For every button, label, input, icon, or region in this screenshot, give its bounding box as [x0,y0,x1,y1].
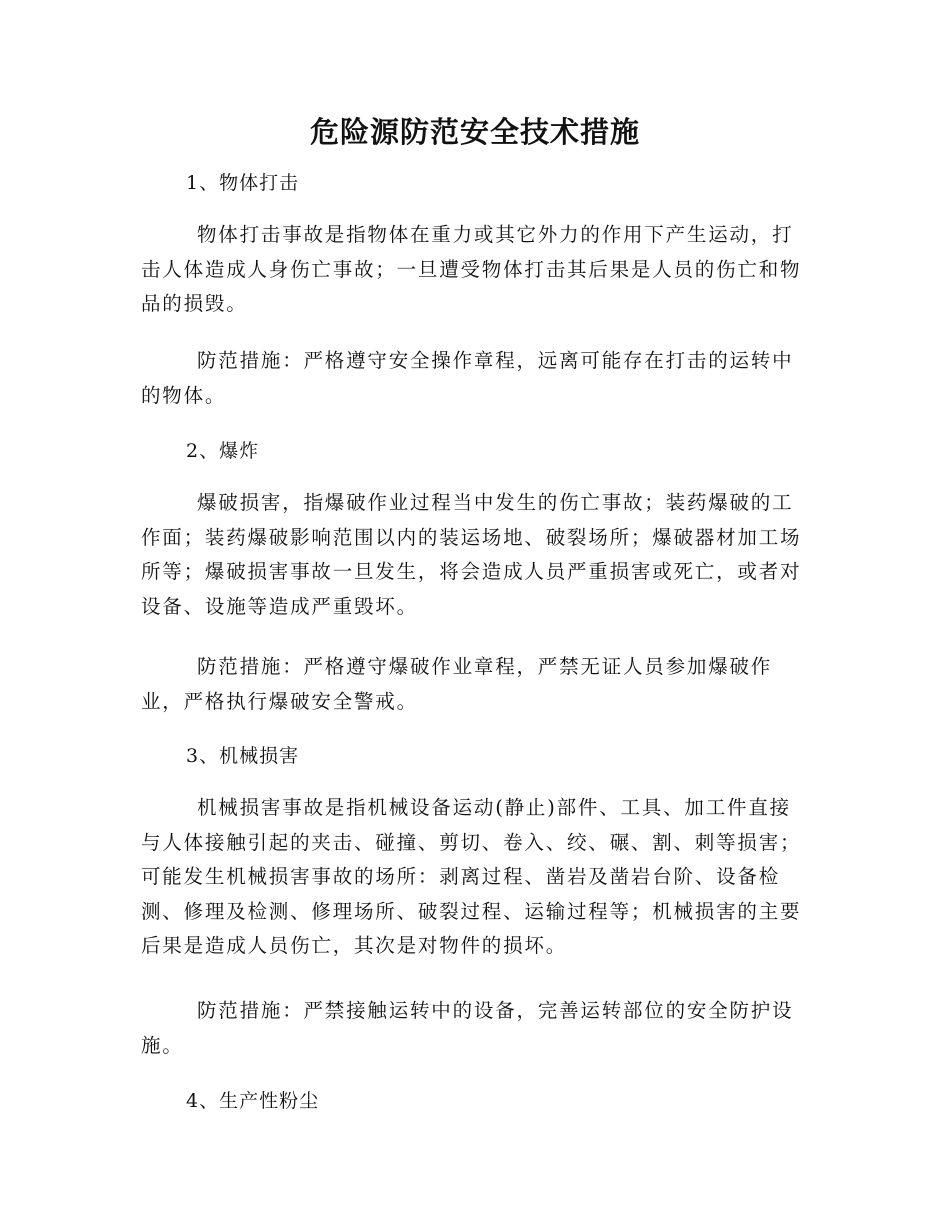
section-1-measures: 防范措施：严格遵守安全操作章程，远离可能存在打击的运转中的物体。 [141,349,794,407]
section-3-measures: 防范措施：严禁接触运转中的设备，完善运转部位的安全防护设施。 [141,999,794,1057]
section-2-measures: 防范措施：严格遵守爆破作业章程，严禁无证人员参加爆破作业，严格执行爆破安全警戒。 [141,655,773,713]
section-heading-1: 1、物体打击 [186,172,300,194]
section-heading-4: 4、生产性粉尘 [186,1090,320,1112]
section-2-description: 爆破损害，指爆破作业过程当中发生的伤亡事故；装药爆破的工作面；装药爆破影响范围以内的装运场地、破裂场所；爆破器材加工场所等；爆破损害事故一旦发生，将会造成人员严重损害或死亡，或者对设备、设施等造成严重毁坏。 [141,491,802,618]
section-heading-3: 3、机械损害 [186,745,300,767]
section-3-description: 机械损害事故是指机械设备运动(静止)部件、工具、加工件直接与人体接触引起的夹击、碰撞、剪切、卷入、绞、碾、割、刺等损害；可能发生机械损害事故的场所：剥离过程、凿岩及凿岩台阶、设备检测、修理及检测、修理场所、破裂过程、运输过程等；机械损害的主要后果是造成人员伤亡，其次是对物件的损坏。 [141,796,802,957]
document-title: 危险源防范安全技术措施 [309,115,640,149]
section-heading-2: 2、爆炸 [186,440,260,462]
section-1-description: 物体打击事故是指物体在重力或其它外力的作用下产生运动，打击人体造成人身伤亡事故；一旦遭受物体打击其后果是人员的伤亡和物品的损毁。 [141,223,802,315]
